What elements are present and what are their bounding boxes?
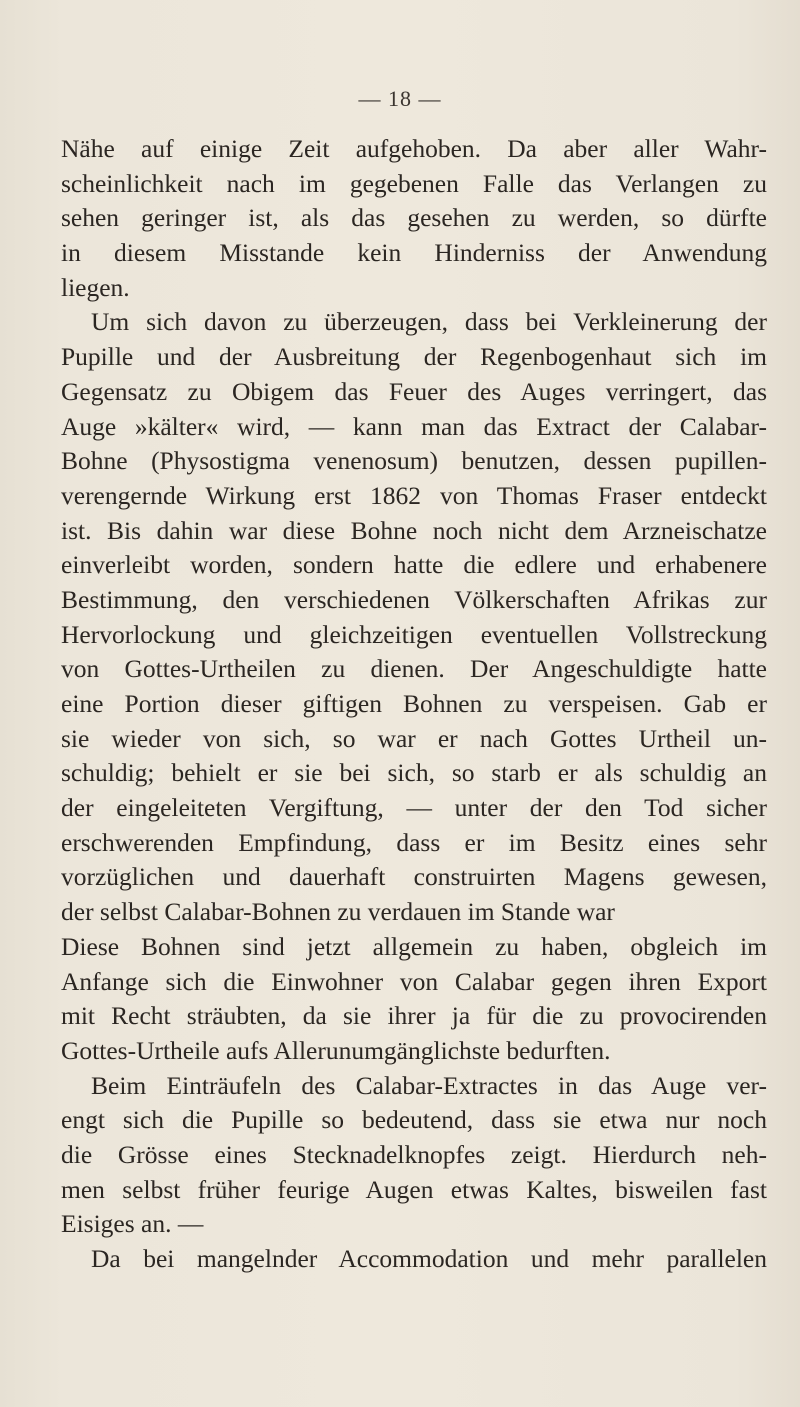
text-line: ist. Bis dahin war diese Bohne noch nicht dem Arzneischatze	[61, 515, 767, 545]
text-line: Da bei mangelnder Accommodation und mehr parallelen	[91, 1244, 767, 1273]
text-line: Bohne (Physostigma venenosum) benutzen, dessen pupillen-	[61, 446, 767, 476]
text-line: Um sich davon zu überzeugen, dass bei Verkleinerung der	[91, 307, 767, 337]
text-line: Bestimmung, den verschiedenen Völkerschaften Afrikas zur	[61, 584, 767, 614]
text-line: Pupille und der Ausbreitung der Regenbogenhaut sich im	[61, 342, 767, 372]
text-line: scheinlichkeit nach im gegebenen Falle das Verlangen zu	[61, 168, 767, 198]
text-line: eine Portion dieser giftigen Bohnen zu verspeisen. Gab er	[61, 689, 767, 718]
text-line: von Gottes-Urtheilen zu dienen. Der Angeschuldigte hatte	[61, 654, 767, 684]
text-line: vorzüglichen und dauerhaft construirten Magens gewesen,	[61, 862, 767, 892]
body-text	[61, 132, 767, 1277]
text-line: mit Recht sträubten, da sie ihrer ja für die zu provocirenden	[61, 1001, 767, 1031]
text-line: der selbst Calabar-Bohnen zu verdauen im Stande war	[61, 897, 615, 927]
text-line: Gegensatz zu Obigem das Feuer des Auges verringert, das	[61, 376, 767, 406]
text-line: sehen geringer ist, als das gesehen zu werden, so dürfte	[61, 203, 767, 233]
page-number: — 18 —	[358, 86, 442, 111]
text-line: engt sich die Pupille so bedeutend, dass sie etwa nur noch	[61, 1105, 767, 1135]
text-line: die Grösse eines Stecknadelknopfes zeigt. Hierdurch neh-	[61, 1139, 767, 1169]
text-line: Anfange sich die Einwohner von Calabar gegen ihren Export	[61, 966, 767, 996]
text-line: schuldig; behielt er sie bei sich, so starb er als schuldig an	[61, 758, 767, 788]
text-line: verengernde Wirkung erst 1862 von Thomas Fraser entdeckt	[61, 480, 767, 510]
text-line: der eingeleiteten Vergiftung, — unter der den Tod sicher	[61, 793, 767, 823]
text-line: liegen.	[61, 272, 130, 302]
text-line: Gottes-Urtheile aufs Allerunumgänglichste bedurften.	[61, 1035, 611, 1065]
text-line: Nähe auf einige Zeit aufgehoben. Da aber aller Wahr-	[61, 134, 767, 163]
text-line: Beim Einträufeln des Calabar-Extractes in das Auge ver-	[91, 1070, 767, 1100]
text-line: in diesem Misstande kein Hinderniss der Anwendung	[61, 238, 767, 268]
text-line: Auge »kälter« wird, — kann man das Extract der Calabar-	[61, 411, 767, 441]
text-line: men selbst früher feurige Augen etwas Kaltes, bisweilen fast	[61, 1174, 767, 1204]
text-line: Eisiges an. —	[61, 1209, 204, 1239]
text-line: Hervorlockung und gleichzeitigen eventuellen Vollstreckung	[61, 619, 767, 649]
text-line: erschwerenden Empfindung, dass er im Besitz eines sehr	[61, 827, 767, 857]
text-line: einverleibt worden, sondern hatte die edlere und erhabenere	[61, 550, 767, 580]
text-line: sie wieder von sich, so war er nach Gottes Urtheil un-	[61, 723, 767, 753]
text-line: Diese Bohnen sind jetzt allgemein zu haben, obgleich im	[61, 931, 767, 961]
